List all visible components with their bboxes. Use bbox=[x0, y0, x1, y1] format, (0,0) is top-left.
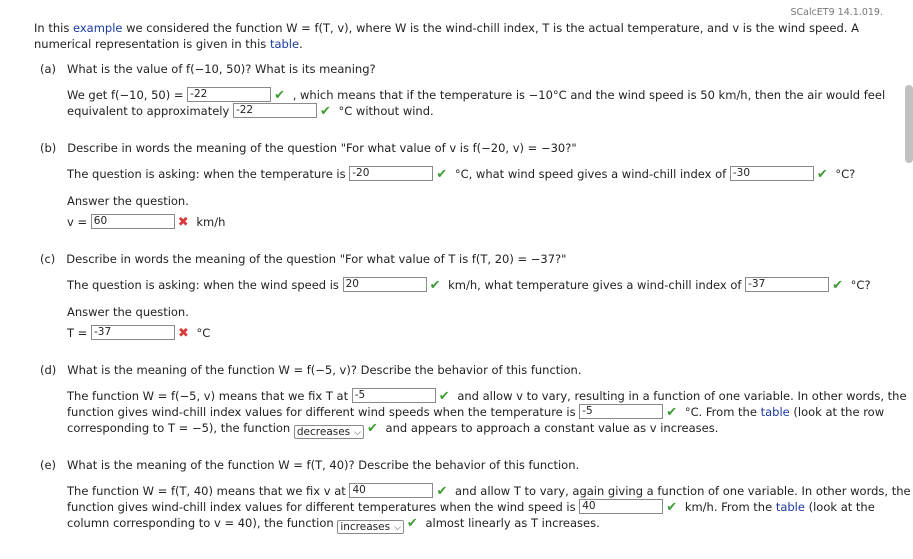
text: and appears to approach a constant value as v increases. bbox=[385, 421, 719, 435]
part-b-answer-label: Answer the question. bbox=[67, 194, 189, 208]
part-e-line-1 bbox=[67, 483, 911, 500]
text: (look at the row bbox=[793, 405, 885, 419]
answer-input[interactable]: 60 bbox=[91, 214, 175, 229]
table-link[interactable]: table bbox=[269, 37, 300, 51]
text: km/h. From the bbox=[684, 500, 773, 514]
answer-input[interactable]: -30 bbox=[730, 166, 814, 181]
answer-input[interactable]: 20 bbox=[343, 277, 427, 292]
correct-check-icon: ✔ bbox=[366, 421, 378, 436]
intro-text: is the wind speed. A numerical representation is given in this bbox=[34, 21, 859, 51]
question-text: What is the meaning of the function W = f(−5, v)? Describe the behavior of this function. bbox=[67, 363, 582, 377]
correct-check-icon: ✔ bbox=[666, 405, 678, 420]
text: °C without wind. bbox=[338, 104, 434, 118]
unit-label: km/h bbox=[196, 215, 226, 229]
text: function gives wind-chill index values for different temperatures when the wind speed is bbox=[67, 500, 576, 514]
correct-check-icon: ✔ bbox=[438, 389, 450, 404]
text: (look at the bbox=[808, 500, 875, 514]
problem-ref-code: SCalcET9 14.1.019. bbox=[790, 7, 883, 18]
intro-var-v: v bbox=[732, 21, 740, 35]
text: function gives wind-chill index values for different wind speeds when the temperature is bbox=[67, 405, 576, 419]
text: km/h, what temperature gives a wind-chill index of bbox=[448, 278, 742, 292]
answer-input[interactable]: -22 bbox=[233, 103, 317, 118]
part-b-line-1 bbox=[67, 166, 855, 183]
part-label: (b) bbox=[40, 141, 57, 155]
question-text: What is the value of f(−10, 50)? What is its meaning? bbox=[67, 62, 376, 76]
part-label: (d) bbox=[40, 363, 57, 377]
part-a-question bbox=[40, 62, 376, 76]
part-b-question bbox=[40, 141, 577, 155]
text: almost linearly as T increases. bbox=[425, 516, 600, 530]
correct-check-icon: ✔ bbox=[429, 278, 441, 293]
part-c-question bbox=[40, 252, 566, 266]
unit-label: °C bbox=[196, 326, 211, 340]
intro-var-t: T bbox=[542, 21, 550, 35]
answer-input[interactable]: -20 bbox=[349, 166, 433, 181]
text: °C, what wind speed gives a wind-chill index of bbox=[454, 167, 727, 181]
answer-input[interactable]: -37 bbox=[745, 277, 829, 292]
correct-check-icon: ✔ bbox=[816, 167, 828, 182]
answer-input[interactable]: 40 bbox=[349, 483, 433, 498]
text: We get f(−10, 50) = bbox=[67, 88, 184, 102]
answer-input[interactable]: -5 bbox=[579, 404, 663, 419]
question-text: Describe in words the meaning of the question "For what value of v is f(−20, v) = −30?" bbox=[67, 141, 577, 155]
text: The question is asking: when the temperature is bbox=[67, 167, 346, 181]
text: and allow v to vary, resulting in a function of one variable. In other words, the bbox=[457, 389, 907, 403]
part-d-question bbox=[40, 363, 581, 377]
text: The function W = f(−5, v) means that we fix T at bbox=[67, 389, 349, 403]
intro-text: is the actual temperature, and bbox=[549, 21, 733, 35]
correct-check-icon: ✔ bbox=[436, 167, 448, 182]
part-c-line-1 bbox=[67, 277, 871, 294]
behavior-select[interactable] bbox=[294, 425, 364, 439]
intro-text: we considered the function bbox=[122, 21, 287, 35]
chevron-down-icon: ⌵ bbox=[394, 523, 401, 533]
part-label: (c) bbox=[40, 252, 56, 266]
part-c-answer-line bbox=[67, 325, 210, 342]
answer-input[interactable]: -22 bbox=[187, 87, 271, 102]
intro-paragraph bbox=[34, 20, 884, 52]
part-e-line-2 bbox=[67, 499, 875, 516]
intro-var-w: W bbox=[394, 21, 407, 35]
chevron-down-icon: ⌵ bbox=[354, 428, 361, 438]
part-label: (a) bbox=[40, 62, 57, 76]
select-value: decreases bbox=[296, 426, 351, 438]
table-link[interactable]: table bbox=[760, 405, 790, 419]
text: corresponding to T = −5), the function bbox=[67, 421, 291, 435]
correct-check-icon: ✔ bbox=[274, 88, 286, 103]
correct-check-icon: ✔ bbox=[406, 516, 418, 531]
table-link[interactable]: table bbox=[775, 500, 805, 514]
intro-text: . bbox=[299, 37, 303, 51]
wrong-x-icon: ✖ bbox=[177, 326, 189, 341]
answer-input[interactable]: -5 bbox=[352, 388, 436, 403]
question-text: Describe in words the meaning of the question "For what value of T is f(T, 20) = −37?" bbox=[66, 252, 567, 266]
correct-check-icon: ✔ bbox=[832, 278, 844, 293]
text: equivalent to approximately bbox=[67, 104, 230, 118]
correct-check-icon: ✔ bbox=[436, 484, 448, 499]
part-e-question bbox=[40, 458, 579, 472]
text: °C? bbox=[850, 278, 871, 292]
text: , which means that if the temperature is −10°C and the wind speed is 50 km/h, then the air would feel bbox=[292, 88, 886, 102]
part-c-answer-label: Answer the question. bbox=[67, 305, 189, 319]
text: °C. From the bbox=[684, 405, 757, 419]
variable-label: T = bbox=[67, 326, 88, 340]
part-d-line-2 bbox=[67, 404, 884, 421]
part-e-line-3 bbox=[67, 515, 600, 534]
part-label: (e) bbox=[40, 458, 57, 472]
intro-text: is the wind-chill index, bbox=[406, 21, 543, 35]
correct-check-icon: ✔ bbox=[666, 500, 678, 515]
part-d-line-3 bbox=[67, 420, 718, 439]
part-d-line-1 bbox=[67, 388, 907, 405]
example-link[interactable]: example bbox=[72, 21, 123, 35]
answer-input[interactable]: 40 bbox=[579, 499, 663, 514]
question-text: What is the meaning of the function W = f(T, 40)? Describe the behavior of this function. bbox=[67, 458, 580, 472]
answer-input[interactable]: -37 bbox=[91, 325, 175, 340]
part-a-line-2 bbox=[67, 103, 434, 120]
text: and allow T to vary, again giving a function of one variable. In other words, the bbox=[455, 484, 911, 498]
text: column corresponding to v = 40), the function bbox=[67, 516, 334, 530]
behavior-select[interactable] bbox=[337, 520, 404, 534]
part-a-line-1 bbox=[67, 87, 885, 104]
intro-text: In this bbox=[34, 21, 73, 35]
intro-text: , where bbox=[348, 21, 395, 35]
text: The question is asking: when the wind speed is bbox=[67, 278, 339, 292]
part-b-answer-line bbox=[67, 214, 225, 231]
correct-check-icon: ✔ bbox=[319, 104, 331, 119]
page-scrollbar[interactable] bbox=[905, 85, 913, 163]
text: The function W = f(T, 40) means that we fix v at bbox=[67, 484, 346, 498]
intro-function: W = f(T, v) bbox=[286, 21, 349, 35]
text: °C? bbox=[835, 167, 856, 181]
wrong-x-icon: ✖ bbox=[177, 215, 189, 230]
variable-label: v = bbox=[67, 215, 88, 229]
select-value: increases bbox=[340, 521, 391, 533]
